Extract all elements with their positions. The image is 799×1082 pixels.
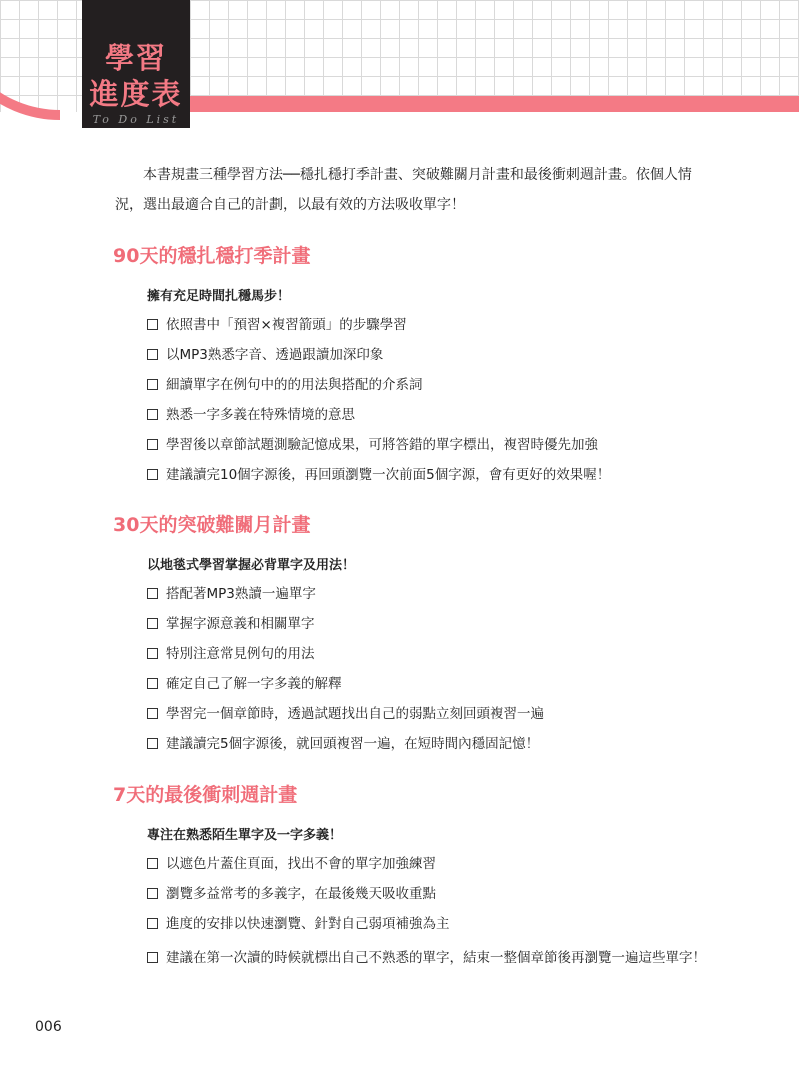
checklist-item <box>147 705 713 723</box>
page-number: 006 <box>35 1019 62 1035</box>
checklist-item-text: 以遮色片蓋住頁面，找出不會的單字加強練習 <box>166 856 436 872</box>
title-box <box>82 0 190 128</box>
checklist-item-text: 建議在第一次讀的時候就標出自己不熟悉的單字，結束一整個章節後再瀏覽一遍這些單字！ <box>166 950 706 966</box>
checklist-item-text: 掌握字源意義和相關單字 <box>166 616 315 632</box>
checkbox[interactable] <box>147 349 158 360</box>
checklist-item-text: 瀏覽多益常考的多義字，在最後幾天吸收重點 <box>166 886 436 902</box>
checklist-item <box>147 346 713 364</box>
checklist-item <box>147 735 713 753</box>
checklist-item <box>147 675 713 693</box>
checkbox[interactable] <box>147 469 158 480</box>
checklist-item-text: 以MP3熟悉字音、透過跟讀加深印象 <box>166 347 384 363</box>
checklist <box>113 855 713 971</box>
section-90-day <box>113 244 713 496</box>
page-title-line2: 進度表 <box>89 77 183 111</box>
checklist-item <box>147 915 713 933</box>
checkbox[interactable] <box>147 858 158 869</box>
checkbox[interactable] <box>147 952 158 963</box>
checklist-item-text: 學習完一個章節時，透過試題找出自己的弱點立刻回頭複習一遍 <box>166 706 544 722</box>
checklist-item <box>147 615 713 633</box>
checklist-item-text: 特別注意常見例句的用法 <box>166 646 315 662</box>
checklist-item <box>147 945 713 971</box>
section-subtitle: 擁有充足時間扎穩馬步！ <box>147 289 291 304</box>
section-title: 30天的突破難關月計畫 <box>113 514 311 536</box>
section-7-day <box>113 783 713 983</box>
checkbox[interactable] <box>147 648 158 659</box>
checkbox[interactable] <box>147 618 158 629</box>
checkbox[interactable] <box>147 738 158 749</box>
checkbox[interactable] <box>147 379 158 390</box>
checkbox[interactable] <box>147 678 158 689</box>
checkbox[interactable] <box>147 888 158 899</box>
checklist-item-text: 細讀單字在例句中的的用法與搭配的介系詞 <box>166 377 423 393</box>
checkbox[interactable] <box>147 918 158 929</box>
checklist-item <box>147 436 713 454</box>
checklist-item-text: 搭配著MP3熟讀一遍單字 <box>166 586 316 602</box>
page-subtitle: To Do List <box>92 113 180 126</box>
page-title-line1: 學習 <box>104 41 167 75</box>
section-title: 90天的穩扎穩打季計畫 <box>113 245 311 267</box>
intro-paragraph: 本書規畫三種學習方法──穩扎穩打季計畫、突破難關月計畫和最後衝刺週計畫。依個人情況，選出最適合自己的計劃，以最有效的方法吸收單字！ <box>115 167 692 213</box>
checkbox[interactable] <box>147 588 158 599</box>
checklist-item-text: 熟悉一字多義在特殊情境的意思 <box>166 407 355 423</box>
checklist-item <box>147 376 713 394</box>
section-subtitle: 專注在熟悉陌生單字及一字多義！ <box>147 828 343 843</box>
checklist-item <box>147 645 713 663</box>
header-band <box>120 96 799 112</box>
checklist-item <box>147 585 713 603</box>
checklist-item <box>147 466 713 484</box>
checklist-item <box>147 406 713 424</box>
checkbox[interactable] <box>147 319 158 330</box>
section-title: 7天的最後衝刺週計畫 <box>113 784 298 806</box>
checkbox[interactable] <box>147 439 158 450</box>
section-30-day <box>113 513 713 765</box>
checklist-item-text: 學習後以章節試題測驗記憶成果，可將答錯的單字標出，複習時優先加強 <box>166 437 598 453</box>
checklist <box>113 316 713 484</box>
checklist-item-text: 確定自己了解一字多義的解釋 <box>166 676 342 692</box>
checklist-item-text: 依照書中「預習×複習箭頭」的步驟學習 <box>166 317 407 333</box>
checklist-item <box>147 316 713 334</box>
checklist-item-text: 建議讀完5個字源後，就回頭複習一遍，在短時間內穩固記憶！ <box>166 736 540 752</box>
checklist <box>113 585 713 753</box>
checklist-item-text: 進度的安排以快速瀏覽、針對自己弱項補強為主 <box>166 916 450 932</box>
checklist-item <box>147 885 713 903</box>
checkbox[interactable] <box>147 409 158 420</box>
section-subtitle: 以地毯式學習掌握必背單字及用法！ <box>147 558 356 573</box>
checkbox[interactable] <box>147 708 158 719</box>
checklist-item <box>147 855 713 873</box>
checklist-item-text: 建議讀完10個字源後，再回頭瀏覽一次前面5個字源，會有更好的效果喔！ <box>166 467 611 483</box>
